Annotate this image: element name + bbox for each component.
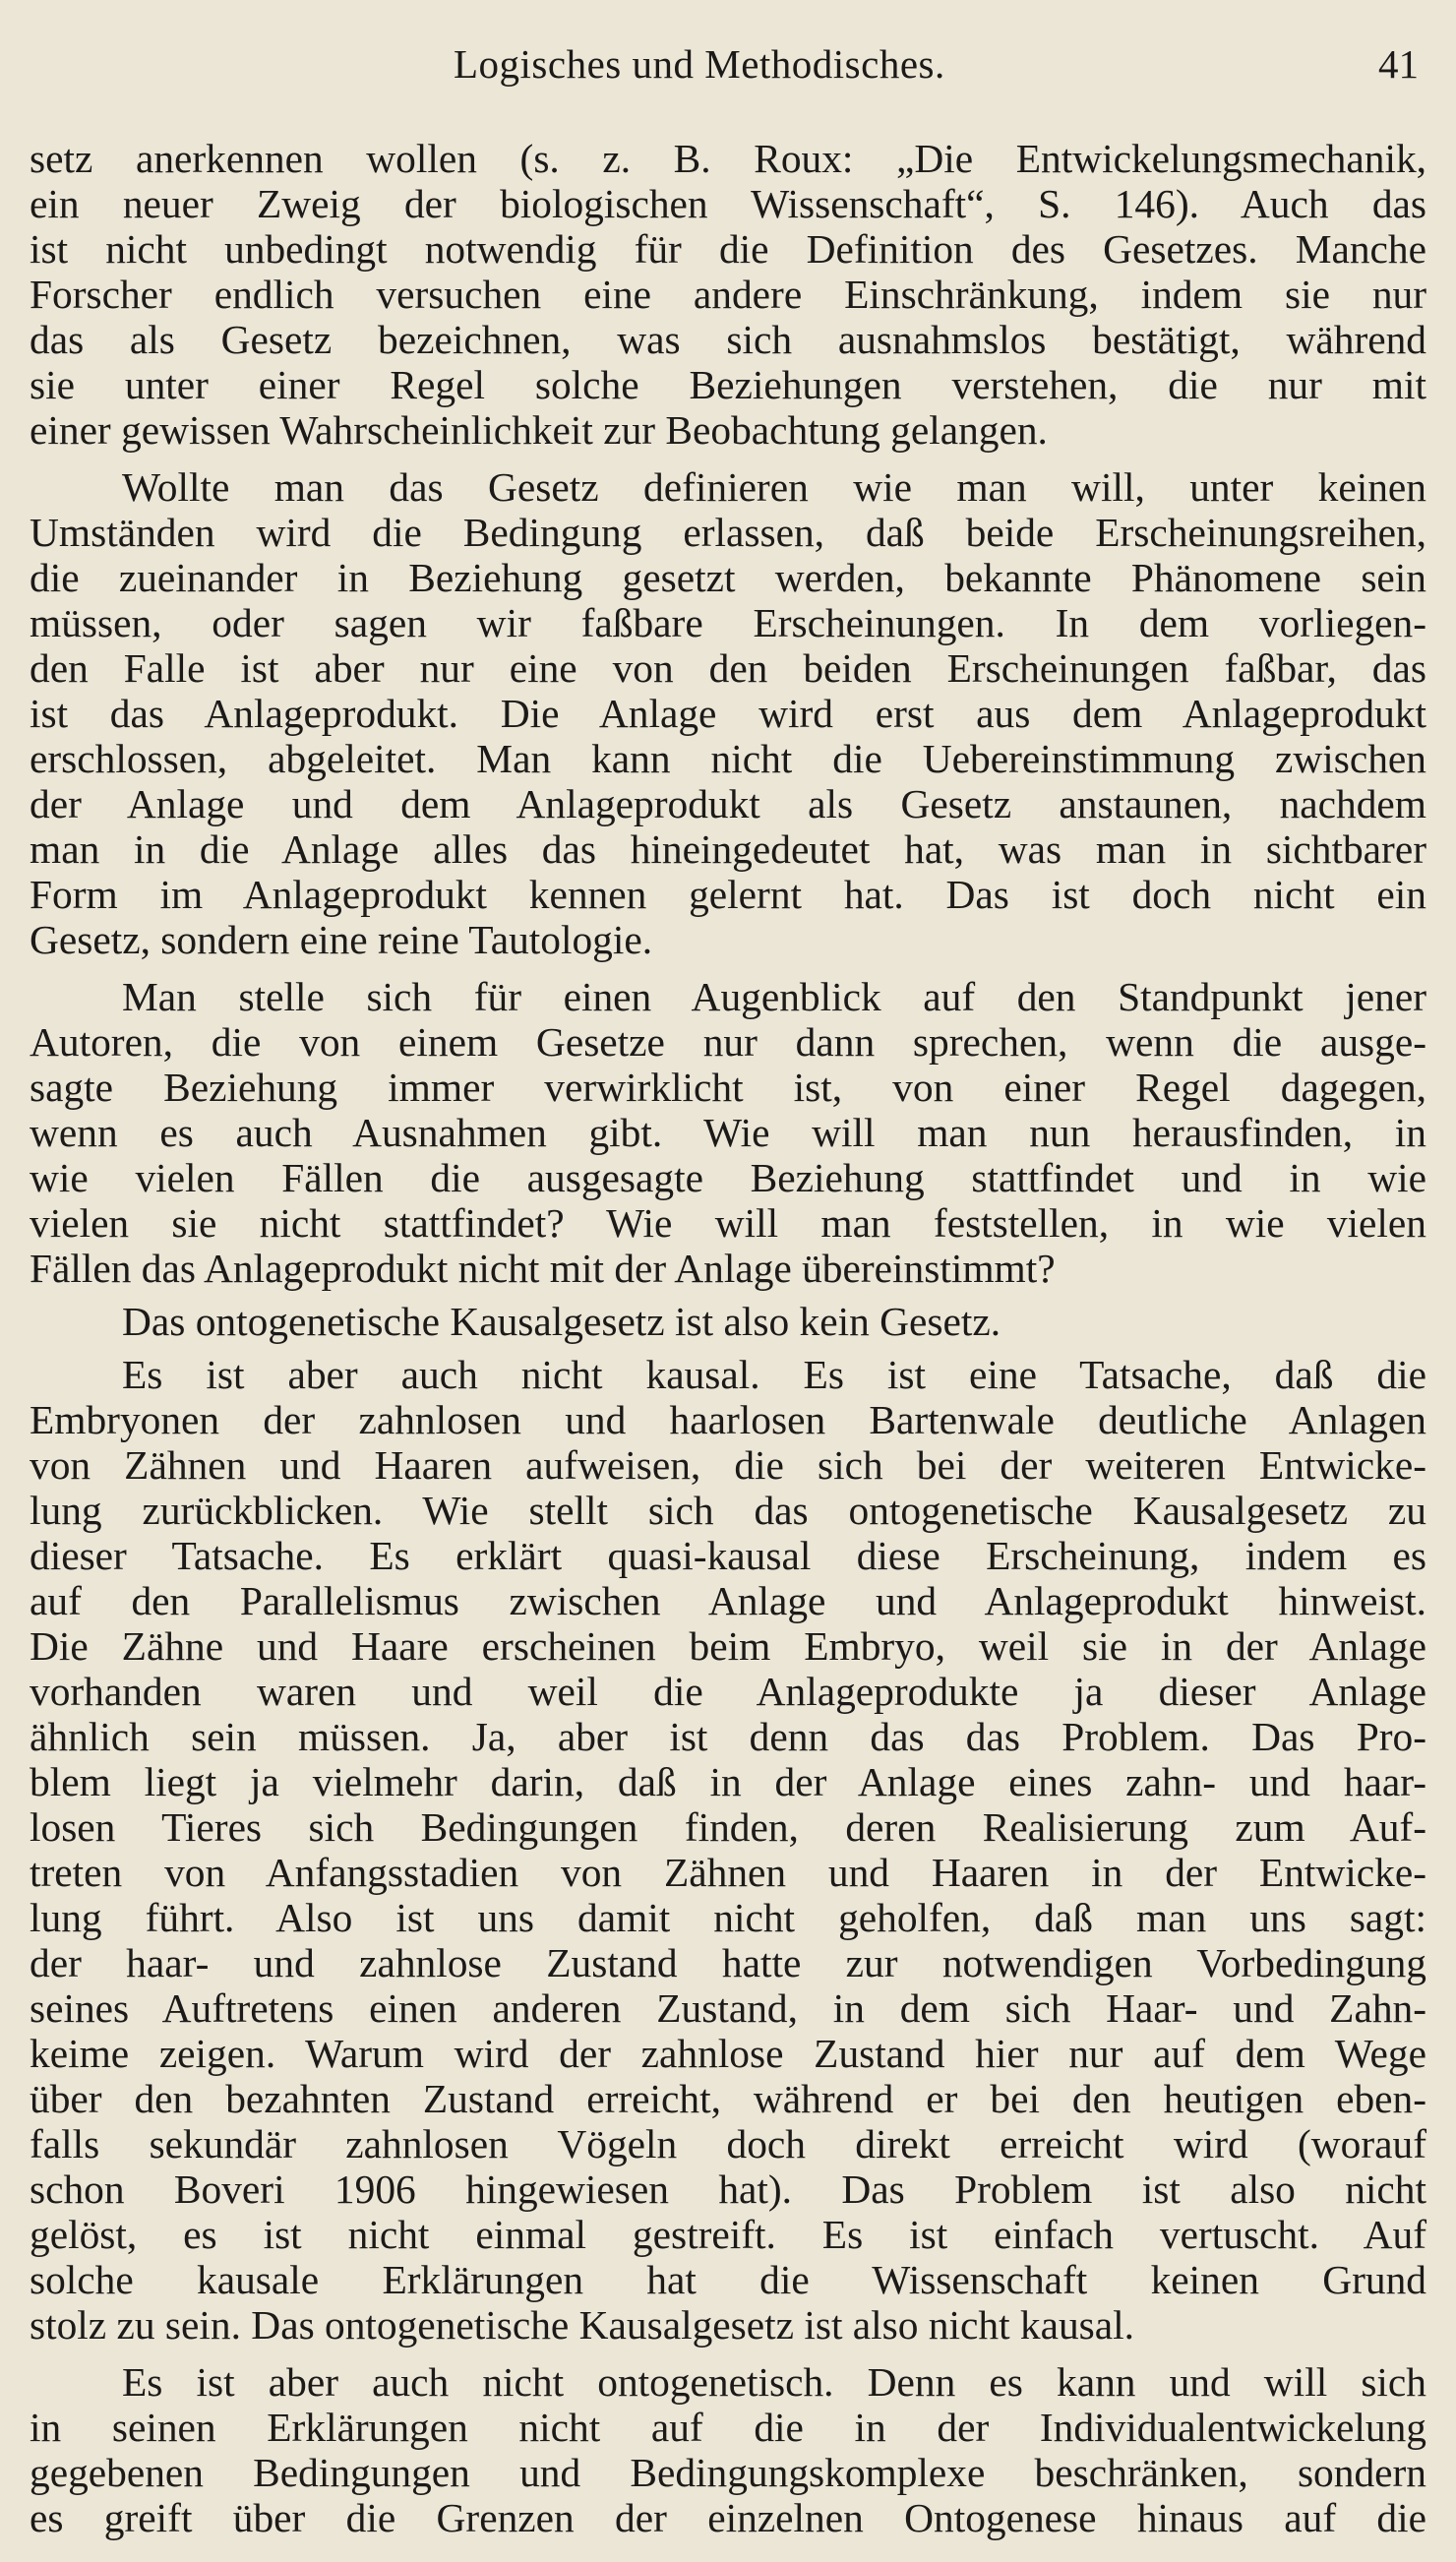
body-text bbox=[30, 136, 1426, 2540]
page-number: 41 bbox=[1378, 41, 1419, 87]
text-line: über den bezahnten Zustand erreicht, während er bei den heutigen eben- bbox=[30, 2076, 1426, 2121]
text-line: treten von Anfangsstadien von Zähnen und Haaren in der Entwicke- bbox=[30, 1850, 1426, 1895]
text-line: dieser Tatsache. Es erklärt quasi-kausal diese Erscheinung, indem es bbox=[30, 1533, 1426, 1578]
text-line: Forscher endlich versuchen eine andere Einschränkung, indem sie nur bbox=[30, 272, 1426, 317]
text-line: gegebenen Bedingungen und Bedingungskomplexe beschränken, sondern bbox=[30, 2450, 1426, 2495]
text-line: Man stelle sich für einen Augenblick auf den Standpunkt jener bbox=[122, 974, 1426, 1019]
text-line: in seinen Erklärungen nicht auf die in der Individualentwickelung bbox=[30, 2405, 1426, 2450]
text-line: sagte Beziehung immer verwirklicht ist, von einer Regel dagegen, bbox=[30, 1065, 1426, 1110]
text-line: Das ontogenetische Kausalgesetz ist also kein Gesetz. bbox=[122, 1299, 1001, 1344]
text-line: seines Auftretens einen anderen Zustand, in dem sich Haar- und Zahn- bbox=[30, 1985, 1426, 2031]
text-line: setz anerkennen wollen (s. z. B. Roux: „Die Entwickelungsmechanik, bbox=[30, 136, 1426, 181]
text-line: lung zurückblicken. Wie stellt sich das ontogenetische Kausalgesetz zu bbox=[30, 1488, 1426, 1533]
text-line: Es ist aber auch nicht ontogenetisch. Denn es kann und will sich bbox=[122, 2359, 1426, 2405]
text-line: falls sekundär zahnlosen Vögeln doch direkt erreicht wird (worauf bbox=[30, 2121, 1426, 2166]
text-line: Embryonen der zahnlosen und haarlosen Bartenwale deutliche Anlagen bbox=[30, 1397, 1426, 1442]
text-line: sie unter einer Regel solche Beziehungen verstehen, die nur mit bbox=[30, 362, 1426, 407]
text-line: die zueinander in Beziehung gesetzt werden, bekannte Phänomene sein bbox=[30, 555, 1426, 600]
paragraph bbox=[30, 1299, 1426, 1344]
text-line: auf den Parallelismus zwischen Anlage und Anlageprodukt hinweist. bbox=[30, 1578, 1426, 1623]
text-line: Wollte man das Gesetz definieren wie man will, unter keinen bbox=[122, 464, 1426, 510]
text-line: wenn es auch Ausnahmen gibt. Wie will man nun herausfinden, in bbox=[30, 1110, 1426, 1155]
text-line: wie vielen Fällen die ausgesagte Beziehung stattfindet und in wie bbox=[30, 1155, 1426, 1200]
text-line: blem liegt ja vielmehr darin, daß in der Anlage eines zahn- und haar- bbox=[30, 1759, 1426, 1804]
paragraph bbox=[30, 1352, 1426, 2348]
text-line: vielen sie nicht stattfindet? Wie will man feststellen, in wie vielen bbox=[30, 1200, 1426, 1246]
text-line: man in die Anlage alles das hineingedeutet hat, was man in sichtbarer bbox=[30, 826, 1426, 872]
text-line: ein neuer Zweig der biologischen Wissenschaft“, S. 146). Auch das bbox=[30, 181, 1426, 226]
text-line: Gesetz, sondern eine reine Tautologie. bbox=[30, 917, 653, 962]
text-line: Die Zähne und Haare erscheinen beim Embryo, weil sie in der Anlage bbox=[30, 1623, 1426, 1669]
running-head bbox=[0, 39, 1456, 89]
text-line: ähnlich sein müssen. Ja, aber ist denn das das Problem. Das Pro- bbox=[30, 1714, 1426, 1759]
text-line: einer gewissen Wahrscheinlichkeit zur Beobachtung gelangen. bbox=[30, 407, 1048, 453]
paragraph bbox=[30, 464, 1426, 962]
text-line: von Zähnen und Haaren aufweisen, die sich bei der weiteren Entwicke- bbox=[30, 1442, 1426, 1488]
text-line: gelöst, es ist nicht einmal gestreift. Es ist einfach vertuscht. Auf bbox=[30, 2212, 1426, 2257]
text-line: Autoren, die von einem Gesetze nur dann sprechen, wenn die ausge- bbox=[30, 1019, 1426, 1065]
paragraph bbox=[30, 2359, 1426, 2540]
text-line: Es ist aber auch nicht kausal. Es ist eine Tatsache, daß die bbox=[122, 1352, 1426, 1397]
text-line: vorhanden waren und weil die Anlageprodukte ja dieser Anlage bbox=[30, 1669, 1426, 1714]
text-line: das als Gesetz bezeichnen, was sich ausnahmslos bestätigt, während bbox=[30, 317, 1426, 362]
text-line: schon Boveri 1906 hingewiesen hat). Das Problem ist also nicht bbox=[30, 2166, 1426, 2212]
text-line: der haar- und zahnlose Zustand hatte zur notwendigen Vorbedingung bbox=[30, 1940, 1426, 1985]
text-line: der Anlage und dem Anlageprodukt als Gesetz anstaunen, nachdem bbox=[30, 781, 1426, 826]
text-line: den Falle ist aber nur eine von den beiden Erscheinungen faßbar, das bbox=[30, 645, 1426, 691]
text-line: lung führt. Also ist uns damit nicht geholfen, daß man uns sagt: bbox=[30, 1895, 1426, 1940]
text-line: Umständen wird die Bedingung erlassen, daß beide Erscheinungsreihen, bbox=[30, 510, 1426, 555]
paragraph bbox=[30, 136, 1426, 453]
text-line: losen Tieres sich Bedingungen finden, deren Realisierung zum Auf- bbox=[30, 1804, 1426, 1850]
text-line: ist das Anlageprodukt. Die Anlage wird erst aus dem Anlageprodukt bbox=[30, 691, 1426, 736]
text-line: Form im Anlageprodukt kennen gelernt hat. Das ist doch nicht ein bbox=[30, 872, 1426, 917]
text-line: solche kausale Erklärungen hat die Wissenschaft keinen Grund bbox=[30, 2257, 1426, 2302]
text-line: erschlossen, abgeleitet. Man kann nicht die Uebereinstimmung zwischen bbox=[30, 736, 1426, 781]
text-line: Fällen das Anlageprodukt nicht mit der Anlage übereinstimmt? bbox=[30, 1246, 1056, 1291]
running-title: Logisches und Methodisches. bbox=[454, 41, 945, 87]
text-line: es greift über die Grenzen der einzelnen Ontogenese hinaus auf die bbox=[30, 2495, 1426, 2540]
text-line: keime zeigen. Warum wird der zahnlose Zustand hier nur auf dem Wege bbox=[30, 2031, 1426, 2076]
text-line: stolz zu sein. Das ontogenetische Kausalgesetz ist also nicht kausal. bbox=[30, 2302, 1135, 2348]
text-line: müssen, oder sagen wir faßbare Erscheinungen. In dem vorliegen- bbox=[30, 600, 1426, 645]
text-line: ist nicht unbedingt notwendig für die Definition des Gesetzes. Manche bbox=[30, 226, 1426, 272]
paragraph bbox=[30, 974, 1426, 1291]
